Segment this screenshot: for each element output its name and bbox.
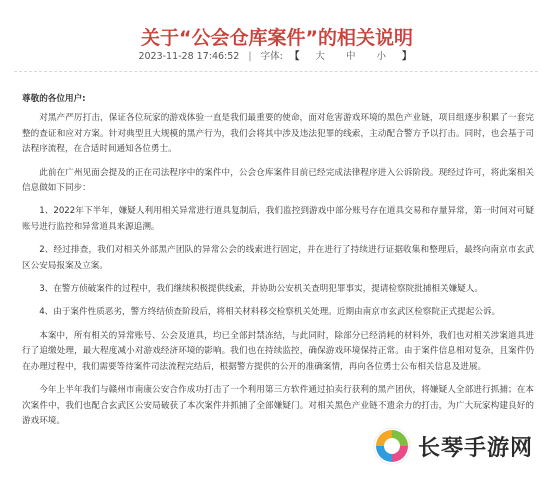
paragraph-conclusion: 今年上半年我们与赣州市南康公安合作成功打击了一个利用第三方软件通过拍卖行获利的黑产团伙，将嫌疑人全部进行抓捕；在本次案件中，我们也配合玄武区公安局破获了本次案件并抓捕了全部嫌疑门。对相关黑色产业链不遗余力的打击，为广大玩家构建良好的游戏环境。 (22, 385, 534, 426)
article-meta (0, 50, 554, 64)
font-size-bracket-open: 【 (289, 51, 300, 62)
paragraph-intro: 对黑产严厉打击，保证各位玩家的游戏体验一直是我们最重要的使命，面对危害游戏环境的黑色产业链，项目组逐步积累了一套完整的查证和应对方案。针对典型且大规模的黑产行为，我们会将其中涉及违法犯罪的线索，主动配合警方予以打击。同时，也会基于司法程序流程，在合适时间通知各位勇士。 (22, 113, 534, 155)
font-size-label: 字体: (260, 51, 283, 62)
paragraph-case-status: 此前在广州见面会提及的正在司法程序中的案件中，公会仓库案件目前已经完成法律程序进入公诉阶段。现经过许可，将此案相关信息做如下同步： (22, 167, 534, 194)
meta-separator: | (248, 51, 252, 62)
paragraph-handling: 本案中，所有相关的异常账号、公会及道具，均已全部封禁冻结，与此同时，除部分已经消耗的材料外，我们也对相关涉案道具进行了追缴处理，最大程度减小对游戏经济环境的影响。我们也在持续监控，确保游戏环境保持正常。由于案件信息相对复杂，且案件仍在办理过程中，我们需要等待案件司法流程完结后，根据警方提供的公开的准确案情，再向各位勇士公布相关信息及进展。 (22, 330, 534, 372)
greeting: 尊敬的各位用户: (22, 94, 86, 104)
header-divider (14, 71, 538, 72)
font-size-bracket-close: 】 (402, 51, 412, 62)
paragraph-point-2: 2、经过排查，我们对相关外部黑产团队的异常公会的线索进行固定，并在进行了持续进行证据收集和整理后，最终向南京市玄武区公安局报案及立案。 (22, 245, 534, 271)
changqin-logo-icon (372, 426, 412, 466)
paragraph-point-3: 3、在警方侦破案件的过程中，我们继续积极提供线索，并协助公安机关查明犯罪事实，提请检察院批捕相关嫌疑人。 (39, 284, 483, 295)
paragraph-point-4: 4、由于案件性质恶劣，警方终结侦查阶段后，将相关材料移交检察机关处理。近期由南京市玄武区检察院正式提起公诉。 (39, 307, 501, 318)
font-size-large-link[interactable]: 大 (315, 51, 325, 62)
paragraph-point-1: 1、2022年下半年，嫌疑人利用相关异常进行道具复制后，我们监控到游戏中部分账号存在道具交易和存量异常，第一时间对可疑账号进行监控和异常道具来源追溯。 (22, 206, 534, 232)
watermark-text: 长琴手游网 (418, 435, 534, 461)
site-watermark (364, 415, 554, 477)
publish-date: 2023-11-28 17:46:52 (138, 51, 240, 62)
article-body (22, 92, 534, 437)
page-title: 关于“公会仓库案件”的相关说明 (141, 26, 413, 49)
font-size-medium-link[interactable]: 中 (345, 51, 356, 62)
font-size-small-link[interactable]: 小 (376, 51, 386, 62)
